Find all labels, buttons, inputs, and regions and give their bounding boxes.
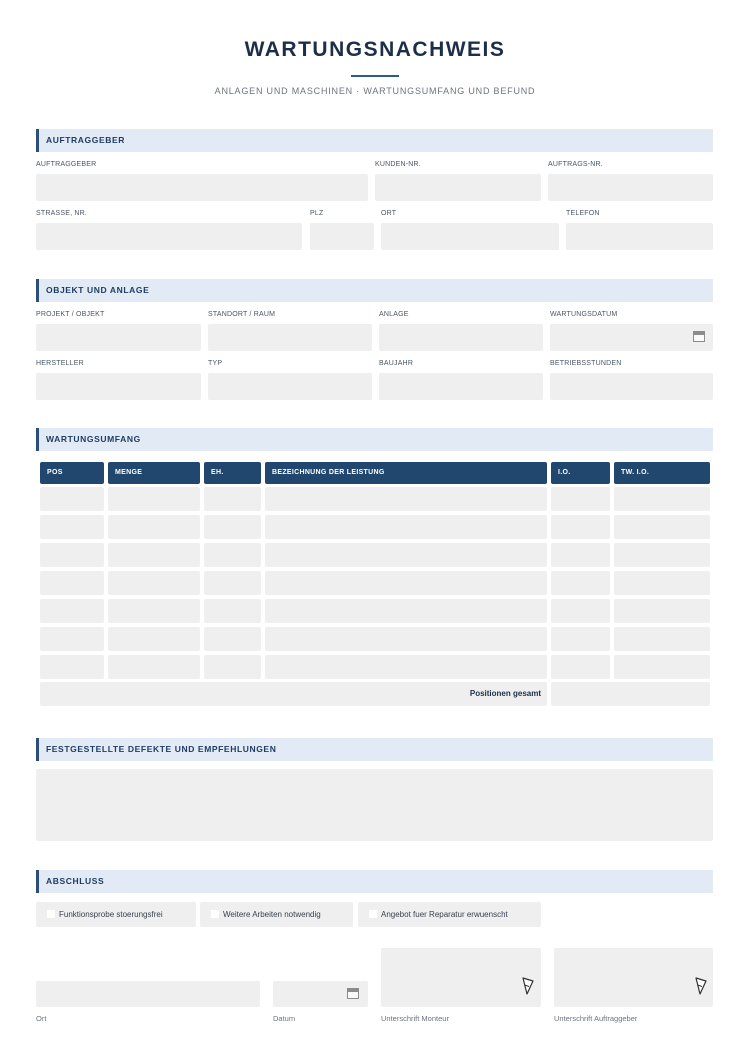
column-header-eh: EH. xyxy=(204,462,261,484)
column-header-tw-io: TW. I.O. xyxy=(614,462,710,484)
table-cell[interactable] xyxy=(265,599,547,623)
table-cell[interactable] xyxy=(108,655,200,679)
section-heading-auftraggeber: AUFTRAGGEBER xyxy=(36,129,713,152)
defects-textarea[interactable] xyxy=(36,769,713,841)
document-subtitle: ANLAGEN UND MASCHINEN · WARTUNGSUMFANG UND BEFUND xyxy=(214,86,536,96)
wartungsdatum-field[interactable] xyxy=(550,324,713,351)
signature-auftraggeber-label: Unterschrift Auftraggeber xyxy=(554,1014,638,1023)
table-cell[interactable] xyxy=(614,599,710,623)
table-cell[interactable] xyxy=(265,487,547,511)
strasse-field[interactable] xyxy=(36,223,302,250)
table-cell[interactable] xyxy=(108,571,200,595)
ort-label: Ort xyxy=(36,1014,47,1023)
pen-icon xyxy=(694,976,708,996)
telefon-field[interactable] xyxy=(566,223,713,250)
table-cell[interactable] xyxy=(204,627,261,651)
table-cell[interactable] xyxy=(265,655,547,679)
label-auftrags-nr: AUFTRAGS-NR. xyxy=(548,161,603,168)
table-cell[interactable] xyxy=(108,543,200,567)
column-header-io: I.O. xyxy=(551,462,610,484)
check-label: Weitere Arbeiten notwendig xyxy=(223,910,321,919)
table-cell[interactable] xyxy=(551,571,610,595)
table-cell[interactable] xyxy=(204,515,261,539)
label-projekt: PROJEKT / OBJEKT xyxy=(36,311,105,318)
table-cell[interactable] xyxy=(265,627,547,651)
plz-field[interactable] xyxy=(310,223,374,250)
typ-field[interactable] xyxy=(208,373,372,400)
table-cell[interactable] xyxy=(551,487,610,511)
column-header-menge: MENGE xyxy=(108,462,200,484)
table-cell[interactable] xyxy=(614,571,710,595)
table-cell[interactable] xyxy=(40,515,104,539)
table-cell[interactable] xyxy=(265,571,547,595)
auftrags-nr-field[interactable] xyxy=(548,174,713,201)
checkbox[interactable] xyxy=(211,910,219,918)
table-cell[interactable] xyxy=(551,543,610,567)
section-heading-objekt: OBJEKT UND ANLAGE xyxy=(36,279,713,302)
check-label: Funktionsprobe stoerungsfrei xyxy=(59,910,163,919)
label-standort: STANDORT / RAUM xyxy=(208,311,276,318)
table-cell[interactable] xyxy=(204,543,261,567)
check-weitere-arbeiten[interactable] xyxy=(200,902,353,927)
calendar-icon[interactable] xyxy=(693,331,705,342)
table-cell[interactable] xyxy=(551,627,610,651)
label-ort: ORT xyxy=(381,210,397,217)
label-plz: PLZ xyxy=(310,210,324,217)
column-header-bezeichnung: BEZEICHNUNG DER LEISTUNG xyxy=(265,462,547,484)
section-heading-wartungsumfang: WARTUNGSUMFANG xyxy=(36,428,713,451)
table-cell[interactable] xyxy=(614,655,710,679)
section-heading-defekte: FESTGESTELLTE DEFEKTE UND EMPFEHLUNGEN xyxy=(36,738,713,761)
document-title: WARTUNGSNACHWEIS xyxy=(244,38,506,61)
label-auftraggeber: AUFTRAGGEBER xyxy=(36,161,97,168)
label-baujahr: BAUJAHR xyxy=(379,360,414,367)
table-cell[interactable] xyxy=(204,487,261,511)
table-cell[interactable] xyxy=(614,515,710,539)
table-cell[interactable] xyxy=(265,515,547,539)
table-cell[interactable] xyxy=(614,487,710,511)
hersteller-field[interactable] xyxy=(36,373,201,400)
table-cell[interactable] xyxy=(108,627,200,651)
pen-icon xyxy=(521,976,535,996)
standort-field[interactable] xyxy=(208,324,372,351)
table-cell[interactable] xyxy=(40,571,104,595)
table-cell[interactable] xyxy=(40,543,104,567)
label-hersteller: HERSTELLER xyxy=(36,360,84,367)
table-cell[interactable] xyxy=(204,571,261,595)
signature-monteur-field[interactable] xyxy=(381,948,541,1007)
calendar-icon[interactable] xyxy=(347,988,359,999)
table-cell[interactable] xyxy=(551,599,610,623)
checkbox[interactable] xyxy=(369,910,377,918)
section-heading-abschluss: ABSCHLUSS xyxy=(36,870,713,893)
table-cell[interactable] xyxy=(108,599,200,623)
check-angebot[interactable] xyxy=(358,902,541,927)
table-cell[interactable] xyxy=(108,487,200,511)
table-cell[interactable] xyxy=(40,599,104,623)
table-cell[interactable] xyxy=(551,515,610,539)
auftraggeber-field[interactable] xyxy=(36,174,368,201)
table-cell[interactable] xyxy=(204,599,261,623)
table-cell[interactable] xyxy=(40,655,104,679)
check-label: Angebot fuer Reparatur erwuenscht xyxy=(381,910,508,919)
label-kunden-nr: KUNDEN-NR. xyxy=(375,161,421,168)
label-anlage: ANLAGE xyxy=(379,311,409,318)
table-cell[interactable] xyxy=(40,627,104,651)
label-strasse: STRASSE, NR. xyxy=(36,210,88,217)
ort-signature-field[interactable] xyxy=(36,981,260,1007)
betriebsstunden-field[interactable] xyxy=(550,373,713,400)
label-telefon: TELEFON xyxy=(566,210,600,217)
projekt-field[interactable] xyxy=(36,324,201,351)
kunden-nr-field[interactable] xyxy=(375,174,541,201)
ort-field[interactable] xyxy=(381,223,559,250)
signature-auftraggeber-field[interactable] xyxy=(554,948,713,1007)
baujahr-field[interactable] xyxy=(379,373,543,400)
table-cell[interactable] xyxy=(108,515,200,539)
table-cell[interactable] xyxy=(265,543,547,567)
checkbox[interactable] xyxy=(47,910,55,918)
table-cell[interactable] xyxy=(614,543,710,567)
check-funktionsprobe[interactable] xyxy=(36,902,196,927)
title-underline xyxy=(351,75,399,77)
table-cell[interactable] xyxy=(40,487,104,511)
label-typ: TYP xyxy=(208,360,223,367)
positions-total-field[interactable] xyxy=(551,682,710,706)
positions-total-label: Positionen gesamt xyxy=(40,682,547,706)
table-cell[interactable] xyxy=(204,655,261,679)
table-cell[interactable] xyxy=(551,655,610,679)
anlage-field[interactable] xyxy=(379,324,543,351)
label-betriebsstunden: BETRIEBSSTUNDEN xyxy=(550,360,622,367)
label-wartungsdatum: WARTUNGSDATUM xyxy=(550,311,618,318)
signature-monteur-label: Unterschrift Monteur xyxy=(381,1014,449,1023)
column-header-pos: POS xyxy=(40,462,104,484)
table-cell[interactable] xyxy=(614,627,710,651)
datum-label: Datum xyxy=(273,1014,296,1023)
